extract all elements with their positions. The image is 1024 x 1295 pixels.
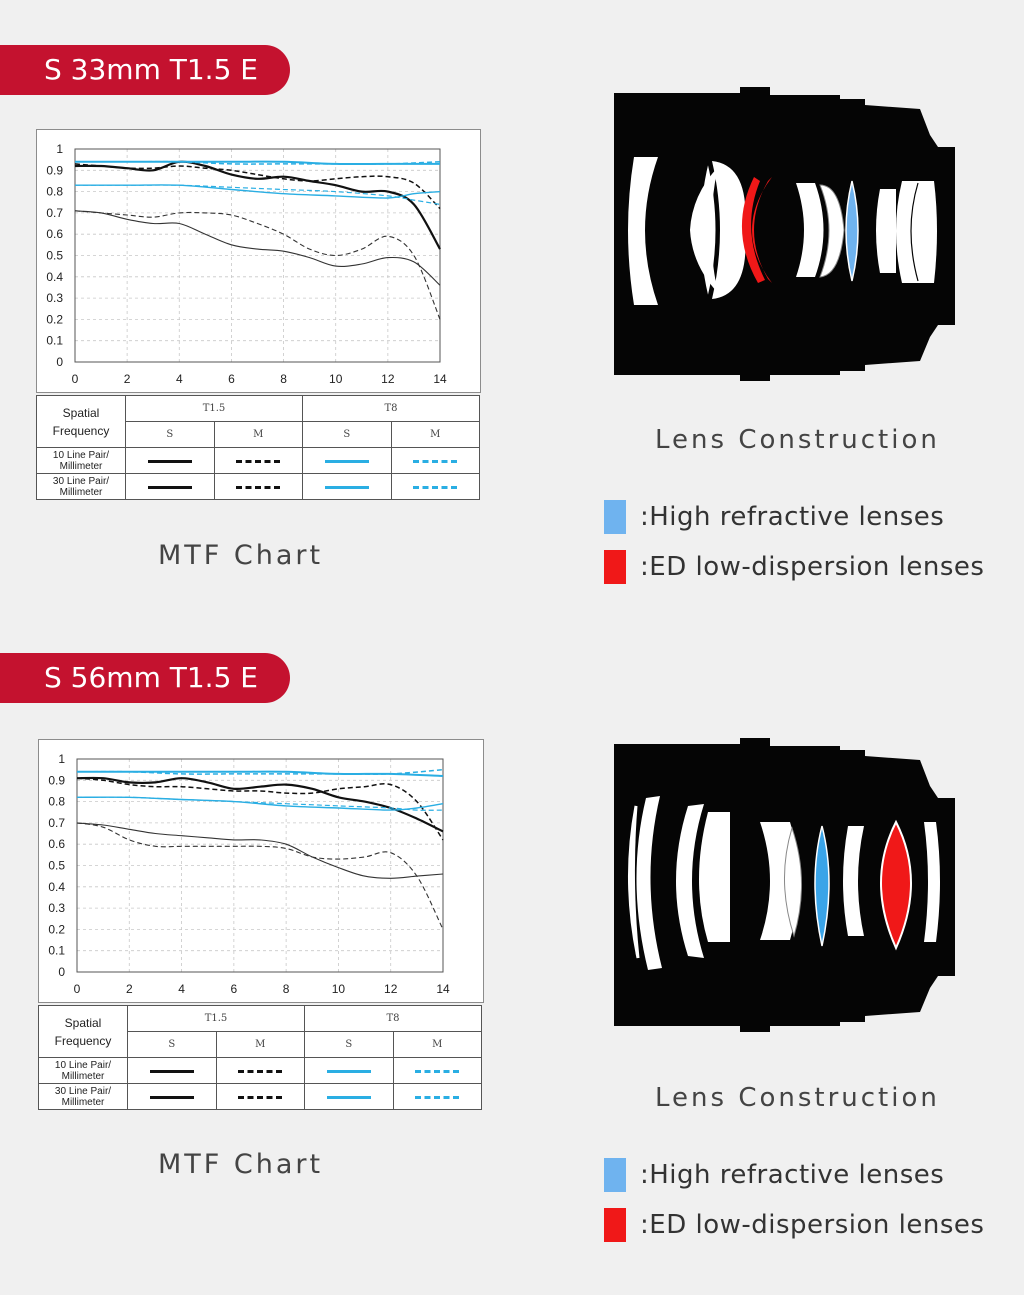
mtf-chart xyxy=(36,129,481,393)
sagittal-header: S xyxy=(303,422,392,448)
mtf-series-line xyxy=(75,162,440,164)
y-tick-label: 1 xyxy=(58,752,65,766)
x-tick-label: 12 xyxy=(381,372,395,386)
lens-construction-caption: Lens Construction xyxy=(655,425,940,455)
x-tick-label: 10 xyxy=(329,372,343,386)
lens-element xyxy=(699,812,730,942)
mtf-legend-table xyxy=(38,1005,482,1110)
legend-line-blue-solid xyxy=(325,486,369,489)
mtf-chart-caption: MTF Chart xyxy=(158,1149,324,1180)
mtf-series-line xyxy=(77,823,443,878)
legend-line-blue-solid xyxy=(327,1096,371,1099)
red-swatch xyxy=(604,550,626,584)
lens-section-33mm xyxy=(0,0,1024,640)
mtf-series-line xyxy=(75,185,440,204)
aperture-t8-header: T8 xyxy=(305,1006,482,1032)
y-tick-label: 0.1 xyxy=(48,943,65,958)
legend-line-black-dashed xyxy=(236,460,280,463)
x-tick-label: 10 xyxy=(331,982,346,996)
mtf-series-line xyxy=(75,211,440,285)
x-tick-label: 0 xyxy=(73,982,81,996)
blue-swatch xyxy=(604,1158,626,1192)
lens-element xyxy=(876,189,896,273)
x-tick-label: 6 xyxy=(228,372,235,386)
x-tick-label: 8 xyxy=(280,372,287,386)
mtf-legend-table xyxy=(36,395,480,500)
ed-lens-key: :ED low-dispersion lenses xyxy=(604,1208,984,1242)
legend-line-blue-solid xyxy=(325,460,369,463)
y-tick-label: 0.8 xyxy=(46,184,63,199)
high-refractive-key: :High refractive lenses xyxy=(604,500,944,534)
sagittal-header: S xyxy=(305,1032,394,1058)
mtf-series-line xyxy=(77,772,443,776)
mtf-chart-plot xyxy=(37,130,480,392)
y-tick-label: 0.3 xyxy=(46,291,63,306)
x-tick-label: 2 xyxy=(125,982,133,996)
meridional-header: M xyxy=(391,422,480,448)
ed-lens-key: :ED low-dispersion lenses xyxy=(604,550,984,584)
y-tick-label: 0 xyxy=(58,965,65,979)
legend-line-blue-dashed xyxy=(413,460,457,463)
legend-line-blue-dashed xyxy=(415,1096,459,1099)
y-tick-label: 0 xyxy=(56,355,63,369)
row-label-30lp: 30 Line Pair/ Millimeter xyxy=(37,474,126,500)
legend-line-blue-dashed xyxy=(415,1070,459,1073)
section-title: S 33mm T1.5 E xyxy=(0,45,290,95)
mtf-series-line xyxy=(75,211,440,320)
blue-swatch xyxy=(604,500,626,534)
y-tick-label: 0.5 xyxy=(48,858,65,873)
y-tick-label: 0.4 xyxy=(46,269,63,284)
y-tick-label: 0.8 xyxy=(48,794,65,809)
legend-line-black-solid xyxy=(150,1096,194,1099)
y-tick-label: 0.7 xyxy=(48,815,65,830)
mtf-chart xyxy=(38,739,484,1003)
legend-line-blue-dashed xyxy=(413,486,457,489)
mtf-series-line xyxy=(77,778,443,832)
meridional-header: M xyxy=(214,422,303,448)
red-swatch xyxy=(604,1208,626,1242)
legend-line-black-dashed xyxy=(238,1070,282,1073)
row-label-10lp: 10 Line Pair/ Millimeter xyxy=(37,448,126,474)
lens-construction-caption: Lens Construction xyxy=(655,1083,940,1113)
legend-line-blue-solid xyxy=(327,1070,371,1073)
x-tick-label: 2 xyxy=(123,372,131,386)
y-tick-label: 0.1 xyxy=(46,333,63,348)
x-tick-label: 0 xyxy=(71,372,79,386)
mtf-chart-caption: MTF Chart xyxy=(158,540,324,571)
aperture-t8-header: T8 xyxy=(303,396,480,422)
legend-line-black-solid xyxy=(150,1070,194,1073)
legend-line-black-solid xyxy=(148,486,192,489)
x-tick-label: 14 xyxy=(436,982,450,996)
meridional-header: M xyxy=(216,1032,305,1058)
row-label-30lp: 30 Line Pair/ Millimeter xyxy=(39,1084,128,1110)
x-tick-label: 4 xyxy=(178,982,185,996)
y-tick-label: 0.5 xyxy=(46,248,63,263)
y-tick-label: 0.2 xyxy=(48,922,65,937)
y-tick-label: 0.9 xyxy=(46,163,63,178)
x-tick-label: 4 xyxy=(175,372,183,386)
y-tick-label: 0.6 xyxy=(46,227,63,242)
legend-line-black-dashed xyxy=(236,486,280,489)
lens-construction-diagram xyxy=(600,85,970,385)
sagittal-header: S xyxy=(126,422,215,448)
y-tick-label: 0.7 xyxy=(46,205,63,220)
legend-line-black-solid xyxy=(148,460,192,463)
mtf-chart-plot xyxy=(39,740,483,1002)
lens-element xyxy=(896,181,937,283)
meridional-header: M xyxy=(393,1032,482,1058)
spatial-frequency-header: Spatial Frequency xyxy=(37,396,126,448)
spatial-frequency-header: Spatial Frequency xyxy=(39,1006,128,1058)
section-title: S 56mm T1.5 E xyxy=(0,653,290,703)
legend-line-black-dashed xyxy=(238,1096,282,1099)
x-tick-label: 6 xyxy=(230,982,238,996)
high-refractive-key: :High refractive lenses xyxy=(604,1158,944,1192)
x-tick-label: 12 xyxy=(384,982,398,996)
y-tick-label: 0.3 xyxy=(48,901,65,916)
lens-construction-diagram xyxy=(600,736,970,1036)
sagittal-header: S xyxy=(128,1032,217,1058)
row-label-10lp: 10 Line Pair/ Millimeter xyxy=(39,1058,128,1084)
y-tick-label: 0.2 xyxy=(46,312,63,327)
mtf-series-line xyxy=(77,823,443,930)
x-tick-label: 14 xyxy=(433,372,447,386)
y-tick-label: 0.4 xyxy=(48,879,65,894)
y-tick-label: 0.6 xyxy=(48,837,65,852)
x-tick-label: 8 xyxy=(282,982,290,996)
aperture-t15-header: T1.5 xyxy=(128,1006,305,1032)
aperture-t15-header: T1.5 xyxy=(126,396,303,422)
y-tick-label: 0.9 xyxy=(48,773,65,788)
lens-section-56mm xyxy=(0,608,1024,1295)
y-tick-label: 1 xyxy=(56,142,63,156)
